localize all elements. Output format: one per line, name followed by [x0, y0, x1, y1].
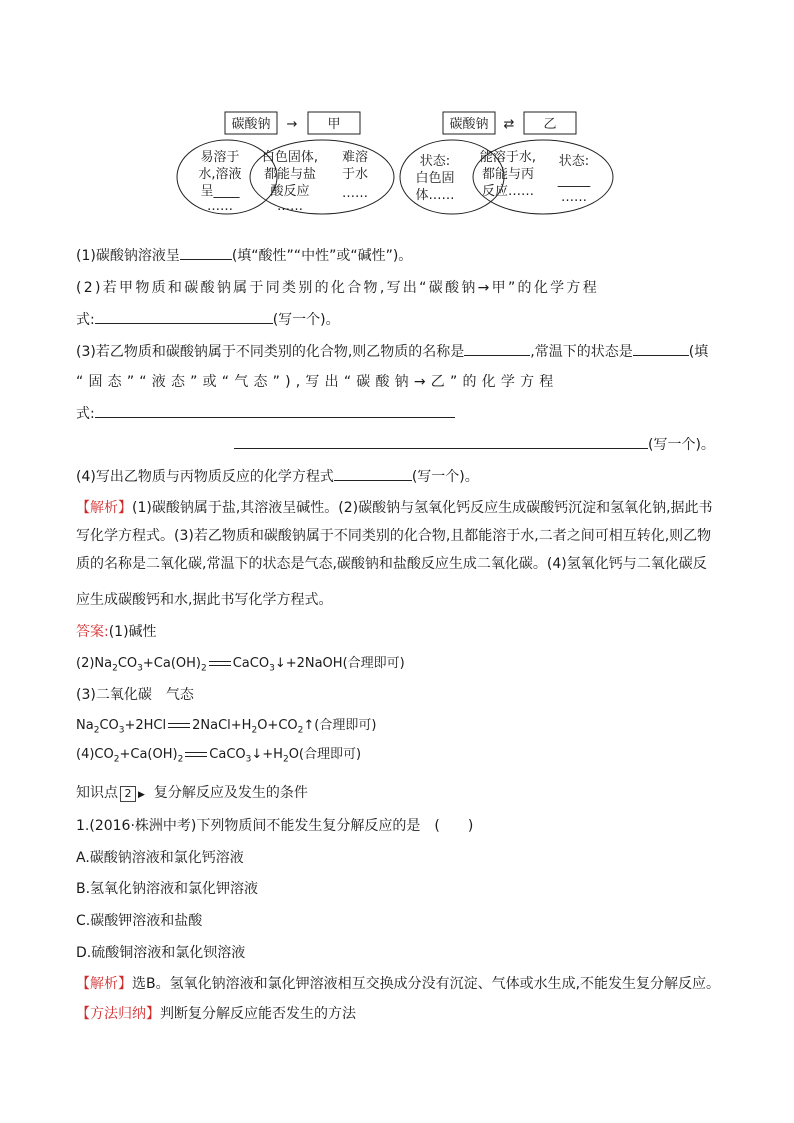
answer-line3: (3)二氧化碳 气态: [76, 687, 194, 703]
question-2-line1: (2)若甲物质和碳酸钠属于同类别的化合物,写出“碳酸钠→甲”的化学方程: [76, 280, 600, 296]
question-1: (1)碳酸钠溶液呈 (填“酸性”“中性”或“碱性”)。: [76, 245, 718, 266]
right-c2-line1: 能溶于水,: [479, 150, 537, 165]
answer-line5: $(4)CO_2+Ca(OH)_2$ $CaCO_3↓+H_2O$(合理即可): [76, 747, 362, 765]
left-c3-line1: 难溶: [341, 150, 369, 165]
answer-blank[interactable]: [633, 341, 689, 356]
answer-label: 答案:: [76, 624, 109, 640]
relation-diagram: [0, 0, 794, 230]
answer-blank[interactable]: [180, 245, 232, 260]
answer-blank[interactable]: [464, 341, 530, 356]
answer-blank[interactable]: [234, 434, 648, 449]
question-3-line4: (写一个)。: [234, 434, 718, 455]
right-box2-label: 乙: [543, 117, 557, 132]
answer-blank[interactable]: [334, 466, 412, 481]
answer-blank[interactable]: [95, 309, 273, 324]
mcq-analysis: 【解析】选B。氢氧化钠溶液和氯化钾溶液相互交换成分没有沉淀、气体或水生成,不能发生复分解反应。: [76, 976, 721, 992]
right-arrow: ⇄: [503, 117, 515, 132]
left-c1-line1: 易溶于: [200, 150, 240, 165]
equals-sign: [168, 723, 190, 729]
method-tag: 【方法归纳】: [76, 1006, 160, 1022]
knowledge-number-badge: 2: [120, 786, 136, 802]
analysis-line1: 【解析】(1)碳酸钠属于盐,其溶液呈碱性。(2)碳酸钠与氢氧化钙反应生成碳酸钙沉淀和氢氧化钠,据此书: [76, 500, 713, 516]
mcq-option-d[interactable]: D.硫酸铜溶液和氯化钡溶液: [76, 945, 246, 961]
left-c3-line2: 于水: [341, 167, 369, 182]
left-c2-line2: 都能与盐: [263, 167, 317, 182]
left-c2-line1: 白色固体,: [261, 150, 319, 165]
mcq-option-b[interactable]: B.氢氧化钠溶液和氯化钾溶液: [76, 881, 259, 897]
answer-line1: 答案:(1)碱性: [76, 624, 157, 640]
right-c3-line3: ……: [561, 190, 587, 205]
mcq-option-c[interactable]: C.碳酸钾溶液和盐酸: [76, 913, 203, 929]
left-c1-line2: 水,溶液: [198, 167, 242, 182]
left-box2-label: 甲: [327, 117, 341, 132]
question-3-line2: “固态”“液态”或“气态”),写出“碳酸钠→乙”的化学方程: [76, 374, 559, 390]
equals-sign: [185, 752, 207, 758]
right-c1-line1: 状态:: [419, 154, 451, 169]
knowledge-point-heading: 知识点 2 ▶ 复分解反应及发生的条件: [76, 785, 308, 801]
left-c1-line4: ……: [207, 199, 233, 214]
mcq-stem: 1.(2016·株洲中考)下列物质间不能发生复分解反应的是 ( ): [76, 818, 474, 834]
right-c3-line1: 状态:: [558, 154, 590, 169]
right-diagram: [400, 112, 613, 214]
left-c1-line3: 呈____: [200, 184, 240, 199]
left-c2-line4: ……: [277, 199, 303, 214]
question-3-line1: (3)若乙物质和碳酸钠属于不同类别的化合物,则乙物质的名称是 ,常温下的状态是 (填: [76, 341, 718, 362]
analysis-line4: 应生成碳酸钙和水,据此书写化学方程式。: [76, 592, 333, 608]
answer-blank[interactable]: [95, 403, 455, 418]
question-3-line3: 式:: [76, 403, 718, 424]
left-c3-line3: ……: [342, 186, 368, 201]
analysis-tag: 【解析】: [76, 500, 132, 516]
right-box1-label: 碳酸钠: [449, 117, 489, 132]
mcq-analysis-tag: 【解析】: [76, 976, 132, 992]
equals-sign: [209, 661, 231, 667]
left-c2-line3: 酸反应: [270, 184, 310, 199]
right-c2-line3: 反应……: [481, 184, 535, 199]
analysis-line3: 质的名称是二氧化碳,常温下的状态是气态,碳酸钠和盐酸反应生成二氧化碳。(4)氢氧化钙与二氧化碳反: [76, 556, 707, 572]
right-c1-line2: 白色固: [415, 171, 455, 186]
mcq-option-a[interactable]: A.碳酸钠溶液和氯化钙溶液: [76, 850, 244, 866]
right-c2-line2: 都能与丙: [481, 167, 535, 182]
question-4: (4)写出乙物质与丙物质反应的化学方程式 (写一个)。: [76, 466, 718, 487]
left-arrow: →: [286, 117, 298, 132]
right-c1-line3: 体……: [415, 188, 455, 203]
left-box1-label: 碳酸钠: [231, 117, 271, 132]
right-c3-line2: _____: [557, 173, 591, 188]
answer-line2: $(2)Na_2CO_3+Ca(OH)_2$ CaCO$_3$↓+2NaOH(合理即可): [76, 656, 405, 674]
analysis-line2: 写化学方程式。(3)若乙物质和碳酸钠属于不同类别的化合物,且都能溶于水,二者之间可相互转化,则乙物: [76, 528, 712, 544]
answer-line4: $Na_2CO_3+2HCl$ $2NaCl+H_2O+CO_2↑$(合理即可): [76, 718, 377, 736]
method-summary: 【方法归纳】判断复分解反应能否发生的方法: [76, 1006, 356, 1022]
question-2-line2: 式: (写一个)。: [76, 309, 718, 330]
left-diagram: [177, 112, 394, 214]
play-triangle-icon: ▶: [138, 790, 145, 800]
